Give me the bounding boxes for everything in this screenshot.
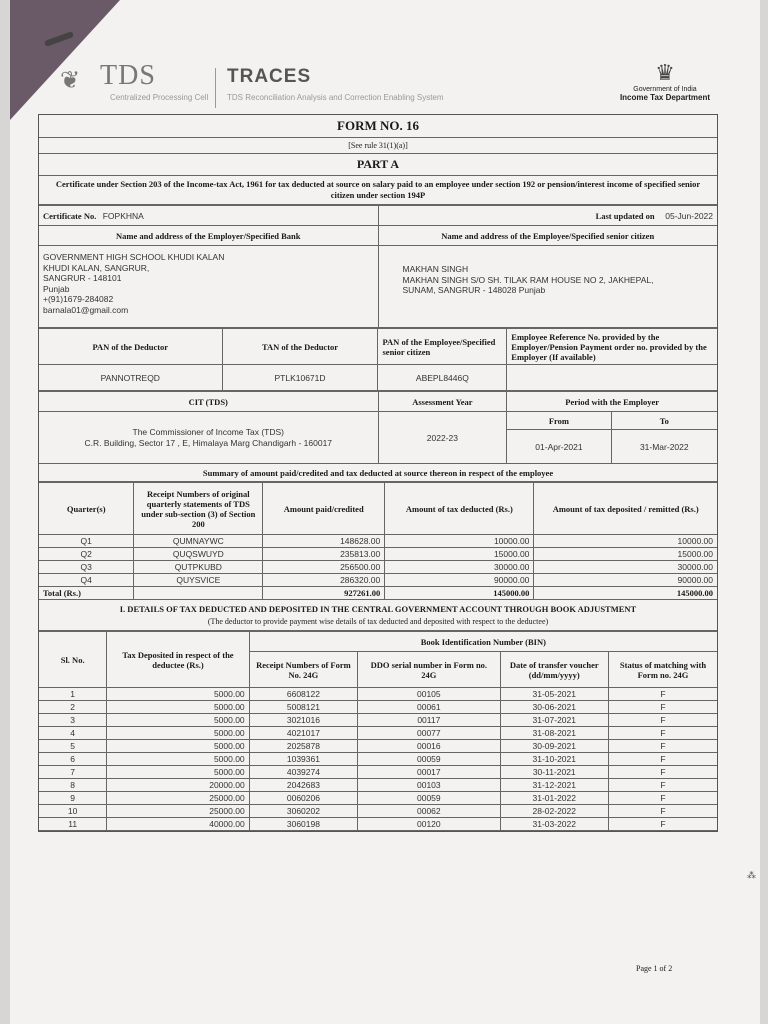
pan-employee-label: PAN of the Employee/Specified senior citizen	[378, 329, 507, 365]
summary-total-row	[39, 587, 717, 600]
receipt-number: QUYSVICE	[134, 574, 263, 587]
receipt-no-24g: 4039274	[249, 766, 357, 779]
transfer-date: 30-06-2021	[500, 701, 608, 714]
address-line: MAKHAN SINGH S/O SH. TILAK RAM HOUSE NO 2, JAKHEPAL,	[402, 274, 654, 285]
employee-address	[378, 246, 717, 328]
amount-paid: 148628.00	[263, 535, 385, 548]
summary-row	[39, 548, 717, 561]
receipt-number: QUQSWUYD	[134, 548, 263, 561]
tax-deposited: 5000.00	[107, 740, 249, 753]
cit-address	[39, 412, 378, 464]
address-line: SANGRUR - 148101	[43, 273, 122, 283]
sl-no: 5	[39, 740, 107, 753]
details-header-slno: Sl. No.	[39, 632, 107, 688]
tax-deposited: 15000.00	[534, 548, 717, 561]
transfer-date: 30-09-2021	[500, 740, 608, 753]
transfer-date: 31-05-2021	[500, 688, 608, 701]
certificate-no-label: Certificate No.	[43, 210, 97, 221]
pan-deductor-label: PAN of the Deductor	[39, 329, 222, 365]
quarter: Q2	[39, 548, 134, 561]
receipt-no-24g: 5008121	[249, 701, 357, 714]
tax-deposited: 25000.00	[107, 792, 249, 805]
details-table	[39, 631, 717, 831]
period-to: 31-Mar-2022	[611, 430, 717, 464]
matching-status: F	[608, 792, 717, 805]
period-from: 01-Apr-2021	[507, 430, 611, 464]
receipt-number: QUTPKUBD	[134, 561, 263, 574]
tax-deducted: 90000.00	[385, 574, 534, 587]
total-label: Total (Rs.)	[39, 587, 134, 600]
details-row	[39, 766, 717, 779]
sl-no: 1	[39, 688, 107, 701]
matching-status: F	[608, 740, 717, 753]
total-receipt-empty	[134, 587, 263, 600]
sl-no: 10	[39, 805, 107, 818]
receipt-no-24g: 2025878	[249, 740, 357, 753]
ddo-serial: 00017	[358, 766, 500, 779]
employer-header: Name and address of the Employer/Specified Bank	[39, 226, 378, 246]
tan-deductor: PTLK10671D	[222, 365, 378, 391]
tax-deposited: 30000.00	[534, 561, 717, 574]
tax-deposited: 5000.00	[107, 701, 249, 714]
address-line: MAKHAN SINGH	[402, 264, 469, 274]
summary-title: Summary of amount paid/credited and tax deducted at source thereon in respect of the employee	[39, 464, 717, 482]
ddo-serial: 00059	[358, 792, 500, 805]
details-subtitle: (The deductor to provide payment wise details of tax deducted and deposited with respect to the deductee)	[39, 617, 717, 631]
transfer-date: 31-01-2022	[500, 792, 608, 805]
quarter: Q4	[39, 574, 134, 587]
summary-row	[39, 574, 717, 587]
gov-india-emblem	[610, 60, 720, 102]
summary-header-receipt: Receipt Numbers of original quarterly statements of TDS under sub-section (3) of Section 200	[134, 483, 263, 535]
gov-line1: Government of India	[633, 86, 697, 93]
part-a-title: PART A	[39, 154, 717, 176]
summary-row	[39, 535, 717, 548]
sl-no: 9	[39, 792, 107, 805]
ddo-serial: 00105	[358, 688, 500, 701]
total-deposited: 145000.00	[534, 587, 717, 600]
traces-subtitle: TDS Reconciliation Analysis and Correction Enabling System	[227, 93, 444, 102]
last-updated: 05-Jun-2022	[665, 210, 713, 221]
transfer-date: 31-08-2021	[500, 727, 608, 740]
logo-divider	[215, 68, 216, 108]
address-line: barnala01@gmail.com	[43, 304, 129, 315]
summary-header-paid: Amount paid/credited	[263, 483, 385, 535]
matching-status: F	[608, 766, 717, 779]
receipt-no-24g: 3060202	[249, 805, 357, 818]
details-row	[39, 727, 717, 740]
certificate-no-cell	[39, 206, 378, 226]
tax-deposited: 10000.00	[534, 535, 717, 548]
tax-deposited: 5000.00	[107, 766, 249, 779]
details-row	[39, 779, 717, 792]
tax-deposited: 25000.00	[107, 805, 249, 818]
receipt-no-24g: 3060198	[249, 818, 357, 831]
ddo-serial: 00061	[358, 701, 500, 714]
tds-logo-subtitle: Centralized Processing Cell	[110, 93, 209, 102]
assessment-year-label: Assessment Year	[378, 392, 507, 412]
transfer-date: 30-11-2021	[500, 766, 608, 779]
ddo-serial: 00059	[358, 753, 500, 766]
certificate-text: Certificate under Section 203 of the Income-tax Act, 1961 for tax deducted at source on salary paid to an employee under section 192 or pension/interest income of specified senior citizen under section 194P	[39, 176, 717, 205]
employer-address	[39, 246, 378, 328]
gov-line2: Income Tax Department	[619, 93, 711, 102]
matching-status: F	[608, 818, 717, 831]
matching-status: F	[608, 714, 717, 727]
address-line: +(91)1679-284082	[43, 294, 114, 304]
pan-deductor: PANNOTREQD	[39, 365, 222, 391]
receipt-no-24g: 3021016	[249, 714, 357, 727]
details-title: I. DETAILS OF TAX DEDUCTED AND DEPOSITED IN THE CENTRAL GOVERNMENT ACCOUNT THROUGH BOOK ADJUSTMENT	[119, 604, 637, 614]
tax-deposited: 40000.00	[107, 818, 249, 831]
sl-no: 3	[39, 714, 107, 727]
page-number: Page 1 of 2	[636, 964, 673, 973]
period-from-label: From	[507, 412, 611, 430]
emp-ref	[507, 365, 717, 391]
summary-header-quarter: Quarter(s)	[39, 483, 134, 535]
sl-no: 7	[39, 766, 107, 779]
ddo-serial: 00016	[358, 740, 500, 753]
details-header-bin: Book Identification Number (BIN)	[249, 632, 717, 652]
tds-logo-text: TDS	[100, 60, 156, 91]
details-header-receipt: Receipt Numbers of Form No. 24G	[249, 652, 357, 688]
sl-no: 11	[39, 818, 107, 831]
ddo-serial: 00062	[358, 805, 500, 818]
period-label: Period with the Employer	[507, 392, 717, 412]
tan-deductor-label: TAN of the Deductor	[222, 329, 378, 365]
sl-no: 2	[39, 701, 107, 714]
amount-paid: 235813.00	[263, 548, 385, 561]
ddo-serial: 00120	[358, 818, 500, 831]
summary-row	[39, 561, 717, 574]
summary-header-deposited: Amount of tax deposited / remitted (Rs.)	[534, 483, 717, 535]
tax-deposited: 5000.00	[107, 714, 249, 727]
details-row	[39, 740, 717, 753]
form-rule: [See rule 31(1)(a)]	[39, 138, 717, 154]
certificate-info-table	[39, 205, 717, 328]
details-row	[39, 818, 717, 831]
receipt-no-24g: 4021017	[249, 727, 357, 740]
matching-status: F	[608, 688, 717, 701]
form-title: FORM NO. 16	[39, 115, 717, 138]
receipt-no-24g: 2042683	[249, 779, 357, 792]
transfer-date: 31-10-2021	[500, 753, 608, 766]
margin-mark: ⁂	[747, 870, 756, 880]
ddo-serial: 00117	[358, 714, 500, 727]
transfer-date: 31-03-2022	[500, 818, 608, 831]
tds-logo	[55, 60, 209, 104]
details-row	[39, 688, 717, 701]
tds-emblem-icon: ❦	[60, 66, 81, 94]
address-line: Punjab	[43, 283, 70, 294]
matching-status: F	[608, 727, 717, 740]
tax-deducted: 30000.00	[385, 561, 534, 574]
receipt-number: QUMNAYWC	[134, 535, 263, 548]
pan-employee: ABEPL8446Q	[378, 365, 507, 391]
quarter: Q1	[39, 535, 134, 548]
total-paid: 927261.00	[263, 587, 385, 600]
sl-no: 4	[39, 727, 107, 740]
details-body	[39, 688, 717, 831]
emp-ref-label: Employee Reference No. provided by the Employer/Pension Payment order no. provided by the Employer (If available)	[507, 329, 717, 365]
details-row	[39, 753, 717, 766]
document-header	[55, 60, 720, 118]
cit-table	[39, 391, 717, 464]
receipt-no-24g: 1039361	[249, 753, 357, 766]
address-line: SUNAM, SANGRUR - 148028 Punjab	[402, 285, 546, 295]
transfer-date: 28-02-2022	[500, 805, 608, 818]
receipt-no-24g: 0060206	[249, 792, 357, 805]
form16-part-a	[38, 114, 718, 832]
details-row	[39, 701, 717, 714]
summary-header-deducted: Amount of tax deducted (Rs.)	[385, 483, 534, 535]
last-updated-label: Last updated on	[595, 210, 655, 221]
last-updated-cell	[378, 206, 717, 226]
assessment-year: 2022-23	[378, 412, 507, 464]
matching-status: F	[608, 805, 717, 818]
tax-deposited: 20000.00	[107, 779, 249, 792]
certificate-no: FOPKHNA	[102, 210, 144, 221]
sl-no: 6	[39, 753, 107, 766]
tax-deducted: 15000.00	[385, 548, 534, 561]
period-to-label: To	[611, 412, 717, 430]
sl-no: 8	[39, 779, 107, 792]
tax-deposited: 5000.00	[107, 688, 249, 701]
details-header-date: Date of transfer voucher (dd/mm/yyyy)	[500, 652, 608, 688]
tax-deposited: 5000.00	[107, 753, 249, 766]
ddo-serial: 00077	[358, 727, 500, 740]
details-header-status: Status of matching with Form no. 24G	[608, 652, 717, 688]
pan-tan-table	[39, 328, 717, 391]
national-emblem-icon: ♛	[655, 60, 675, 85]
tax-deposited: 5000.00	[107, 727, 249, 740]
tax-deducted: 10000.00	[385, 535, 534, 548]
ddo-serial: 00103	[358, 779, 500, 792]
matching-status: F	[608, 753, 717, 766]
details-header-ddo: DDO serial number in Form no. 24G	[358, 652, 500, 688]
matching-status: F	[608, 701, 717, 714]
amount-paid: 256500.00	[263, 561, 385, 574]
address-line: KHUDI KALAN, SANGRUR,	[43, 262, 150, 273]
cit-line: The Commissioner of Income Tax (TDS)	[132, 427, 284, 437]
matching-status: F	[608, 779, 717, 792]
transfer-date: 31-12-2021	[500, 779, 608, 792]
summary-table	[39, 482, 717, 600]
employee-header: Name and address of the Employee/Specified senior citizen	[378, 226, 717, 246]
receipt-no-24g: 6608122	[249, 688, 357, 701]
amount-paid: 286320.00	[263, 574, 385, 587]
details-header-tax: Tax Deposited in respect of the deductee (Rs.)	[107, 632, 249, 688]
total-deducted: 145000.00	[385, 587, 534, 600]
cit-label: CIT (TDS)	[39, 392, 378, 412]
details-row	[39, 792, 717, 805]
cit-line: C.R. Building, Sector 17 , E, Himalaya Marg Chandigarh - 160017	[84, 437, 333, 448]
transfer-date: 31-07-2021	[500, 714, 608, 727]
address-line: GOVERNMENT HIGH SCHOOL KHUDI KALAN	[43, 252, 225, 262]
traces-logo: TRACES	[227, 66, 312, 87]
quarter: Q3	[39, 561, 134, 574]
tax-deposited: 90000.00	[534, 574, 717, 587]
details-row	[39, 805, 717, 818]
details-row	[39, 714, 717, 727]
